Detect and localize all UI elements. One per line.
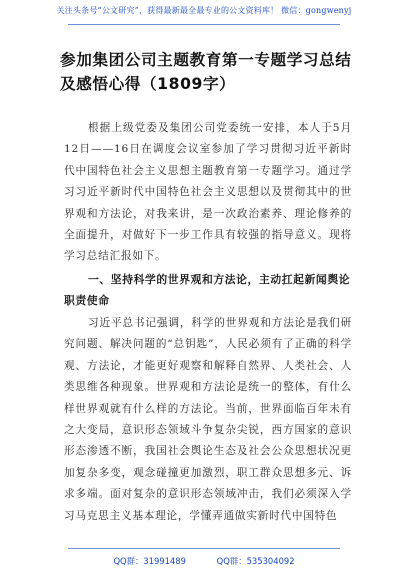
document-title: 参加集团公司主题教育第一专题学习总结及感悟心得（1809字） — [60, 51, 352, 93]
section-paragraph: 习近平总书记强调，科学的世界观和方法论是我们研究问题、解决问题的“总钥匙”，人民必须有了正确的科学观、方法论，才能更好观察和解释自然界、人类社会、人类思维各种现象。世界观和方法论是统一的整体，有什么样世界观就有什么样的方法论。当前，世界面临百年未有之大变局，意识形态领域斗争复杂尖锐，西方国家的意识形态渗透不断，我国社会舆论生态及社会公众思想状况更加复杂多变，观念碰撞更加激烈，职工群众思想多元、诉求多端。面对复杂的意识形态领域冲击，我们必须深入学习马克思主义基本理论，学懂弄通做实新时代中国特色 — [64, 317, 352, 522]
footer-qq-group-1: QQ群：31991489 — [113, 556, 186, 566]
footer-contacts — [0, 552, 408, 572]
footer-divider — [68, 548, 340, 549]
section-heading: 一、坚持科学的世界观和方法论，主动扛起新闻舆论职责使命 — [64, 273, 351, 308]
header-banner: 关注头条号“公文研究”，获得最新最全最专业的公文资料库！ 微信：gongwenyj — [56, 6, 352, 15]
header-divider — [68, 24, 340, 25]
intro-paragraph: 根据上级党委及集团公司党委统一安排，本人于5月12日——16日在调度会议室参加了学习贯彻习近平新时代中国特色社会主义思想主题教育第一专题学习。通过学习习近平新时代中国特色社会主义思想以及贯彻其中的世界观和方法论，对我来讲，是一次政治素养、理论修养的全面提升，对做好下一步工作具有较强的指导意义。现将学习总结汇报如下。 — [64, 122, 352, 263]
footer-qq-group-2: QQ群：535304092 — [216, 556, 295, 566]
